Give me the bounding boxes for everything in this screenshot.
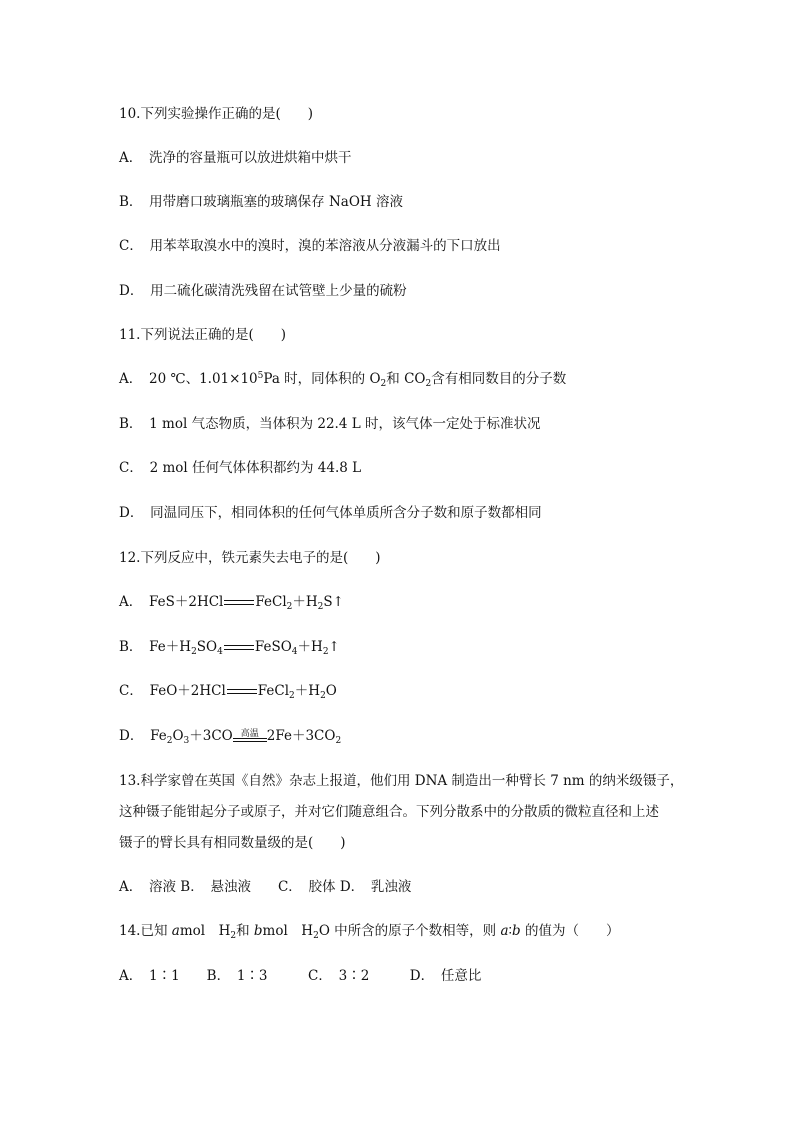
- q12-a-product: FeCl: [255, 594, 287, 610]
- q12-c-reactants: C． FeO＋2HCl: [119, 683, 226, 699]
- q11-a-text: Pa 时，同体积的 O: [263, 371, 381, 387]
- q11-stem: 11.下列说法正确的是( ): [119, 327, 287, 343]
- q11-option-a: [119, 370, 566, 388]
- q13-stem-line-2: 这种镊子能钳起分子或原子，并对它们随意组合。下列分散系中的分散质的微粒直径和上述: [119, 804, 659, 820]
- q12-d-subscript: 2: [166, 736, 173, 746]
- q12-a-reactants: A． FeS＋2HCl: [119, 594, 224, 610]
- q11-a-text: A． 20 ℃、1.01×10: [119, 371, 258, 387]
- q12-d-subscript: 2: [335, 736, 342, 746]
- q12-c-product: ＋H: [294, 683, 321, 699]
- q14-ratio-separator: ∶: [508, 923, 513, 939]
- q12-b-product: ↑: [328, 639, 340, 655]
- q12-a-product: S↑: [323, 594, 344, 610]
- q12-d-subscript: 3: [183, 736, 190, 746]
- q12-d-product: 2Fe＋3CO: [266, 728, 336, 744]
- equals-sign: [224, 600, 254, 605]
- q12-c-product: FeCl: [257, 683, 290, 699]
- q14-variable-b: b: [253, 923, 263, 939]
- q12-d-reactants: D． Fe: [119, 728, 167, 744]
- q12-b-subscript: 2: [191, 647, 197, 657]
- q10-option-a: A． 洗净的容量瓶可以放进烘箱中烘干: [119, 150, 352, 166]
- q12-stem: 12.下列反应中，铁元素失去电子的是( ): [119, 550, 381, 566]
- q12-option-d: [119, 727, 341, 745]
- q11-option-d: D． 同温同压下，相同体积的任何气体单质所含分子数和原子数都相同: [119, 505, 542, 521]
- q10-option-b: B． 用带磨口玻璃瓶塞的玻璃保存 NaOH 溶液: [119, 194, 403, 210]
- q12-b-subscript: 4: [217, 647, 223, 657]
- q12-option-b: [119, 638, 340, 656]
- q12-b-subscript: 4: [291, 647, 298, 657]
- q11-a-text: 和 CO: [386, 371, 426, 387]
- q14-subscript: 2: [230, 931, 237, 941]
- reaction-condition: [233, 729, 267, 742]
- q10-stem: 10.下列实验操作正确的是( ): [119, 106, 314, 122]
- q12-c-subscript: 2: [289, 691, 295, 701]
- q12-b-reactants: SO: [196, 639, 218, 655]
- q14-text: O 中所含的原子个数相等，则: [318, 923, 501, 939]
- equals-sign: [224, 645, 254, 650]
- q12-a-subscript: 2: [286, 602, 293, 612]
- q11-option-c: C． 2 mol 任何气体体积都约为 44.8 L: [119, 460, 362, 476]
- q12-option-a: [119, 593, 344, 611]
- q13-stem-line-3: 镊子的臂长具有相同数量级的是( ): [119, 835, 346, 851]
- condition-label: 高温: [240, 729, 259, 739]
- q12-a-subscript: 2: [317, 602, 324, 612]
- q11-option-b: B． 1 mol 气态物质，当体积为 22.4 L 时，该气体一定处于标准状况: [119, 416, 541, 432]
- q12-c-subscript: 2: [320, 691, 326, 701]
- q10-option-c: C． 用苯萃取溴水中的溴时，溴的苯溶液从分液漏斗的下口放出: [119, 238, 501, 254]
- q14-options: A． 1∶1 B． 1∶3 C． 3∶2 D． 任意比: [119, 968, 482, 984]
- q12-b-product: ＋H: [297, 639, 323, 655]
- q14-text: mol H: [262, 923, 314, 939]
- q14-text: 的值为（ ）: [520, 923, 620, 939]
- q13-options: A． 溶液 B． 悬浊液 C． 胶体 D． 乳浊液: [119, 879, 412, 895]
- q11-a-subscript: 2: [425, 379, 432, 389]
- q11-a-exponent: 5: [257, 371, 264, 381]
- q14-subscript: 2: [313, 931, 319, 941]
- q12-c-product: O: [325, 683, 337, 699]
- q12-b-subscript: 2: [322, 647, 329, 657]
- q14-text: 14.已知: [119, 923, 172, 939]
- q12-b-product: FeSO: [254, 639, 292, 655]
- q11-a-subscript: 2: [380, 379, 387, 389]
- q12-option-c: [119, 682, 337, 700]
- q12-b-reactants: B． Fe＋H: [119, 639, 192, 655]
- q14-ratio-a: a: [500, 923, 509, 939]
- q14-ratio-b: b: [512, 923, 521, 939]
- equals-sign: [227, 689, 257, 694]
- q12-d-reactants: O: [172, 728, 184, 744]
- q10-option-d: D． 用二硫化碳清洗残留在试管壁上少量的硫粉: [119, 283, 407, 299]
- q14-variable-a: a: [171, 923, 180, 939]
- q11-a-text: 含有相同数目的分子数: [431, 371, 567, 387]
- q14-stem: [119, 922, 620, 940]
- q12-d-reactants: ＋3CO: [189, 728, 233, 744]
- q14-text: mol H: [179, 923, 231, 939]
- q12-a-product: ＋H: [292, 594, 318, 610]
- q13-stem-line-1: 13.科学家曾在英国《自然》杂志上报道，他们用 DNA 制造出一种臂长 7 nm 的纳米级镊子，: [119, 773, 684, 789]
- q14-text: 和: [236, 923, 254, 939]
